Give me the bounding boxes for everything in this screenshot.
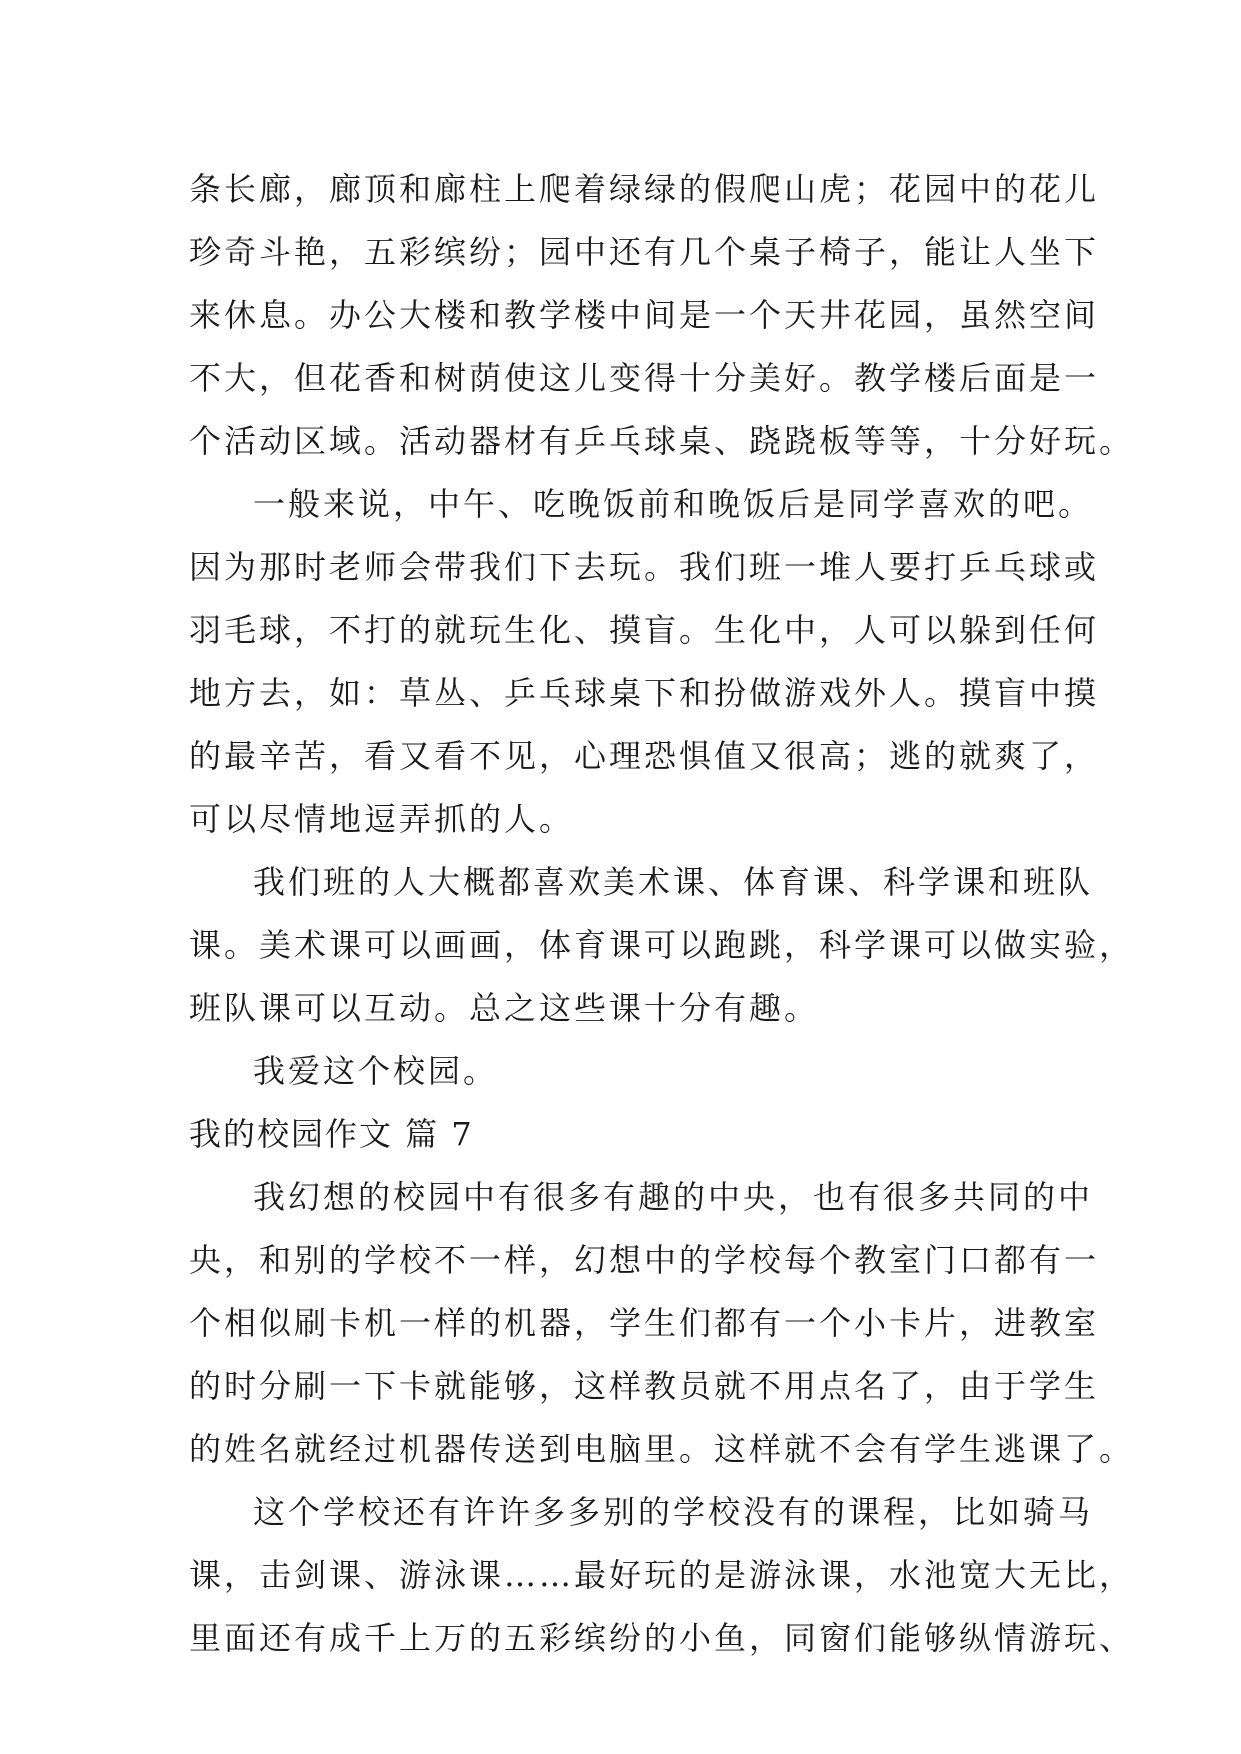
text-line: 个活动区域。活动器材有乒乓球桌、跷跷板等等，十分好玩。 <box>189 422 1135 460</box>
paragraph-first-line: 我爱这个校园。 <box>253 1052 499 1090</box>
text-line: 班队课可以互动。总之这些课十分有趣。 <box>189 989 820 1027</box>
text-line: 条长廊，廊顶和廊柱上爬着绿绿的假爬山虎；花园中的花儿 <box>189 170 1100 208</box>
text-line: 央，和别的学校不一样，幻想中的学校每个教室门口都有一 <box>189 1241 1100 1279</box>
text-line: 的时分刷一下卡就能够，这样教员就不用点名了，由于学生 <box>189 1367 1100 1405</box>
paragraph-first-line: 一般来说，中午、吃晚饭前和晚饭后是同学喜欢的吧。 <box>253 485 1094 523</box>
section-heading: 我的校园作文 篇 7 <box>189 1115 474 1153</box>
paragraph-first-line: 这个学校还有许许多多别的学校没有的课程，比如骑马 <box>253 1493 1094 1531</box>
text-line: 来休息。办公大楼和教学楼中间是一个天井花园，虽然空间 <box>189 296 1100 334</box>
document-body <box>189 158 1135 1670</box>
text-line: 地方去，如：草丛、乒乓球桌下和扮做游戏外人。摸盲中摸 <box>189 674 1100 712</box>
paragraph-first-line: 我们班的人大概都喜欢美术课、体育课、科学课和班队 <box>253 863 1094 901</box>
paragraph-first-line: 我幻想的校园中有很多有趣的中央，也有很多共同的中 <box>253 1178 1094 1216</box>
text-line: 课。美术课可以画画，体育课可以跑跳，科学课可以做实验， <box>189 926 1135 964</box>
text-line: 珍奇斗艳，五彩缤纷；园中还有几个桌子椅子，能让人坐下 <box>189 233 1100 271</box>
text-line: 个相似刷卡机一样的机器，学生们都有一个小卡片，进教室 <box>189 1304 1100 1342</box>
text-line: 羽毛球，不打的就玩生化、摸盲。生化中，人可以躲到任何 <box>189 611 1100 649</box>
text-line: 可以尽情地逗弄抓的人。 <box>189 800 575 838</box>
text-line: 因为那时老师会带我们下去玩。我们班一堆人要打乒乓球或 <box>189 548 1100 586</box>
text-line: 里面还有成千上万的五彩缤纷的小鱼，同窗们能够纵情游玩、 <box>189 1619 1135 1657</box>
text-line: 不大，但花香和树荫使这儿变得十分美好。教学楼后面是一 <box>189 359 1100 397</box>
text-line: 的姓名就经过机器传送到电脑里。这样就不会有学生逃课了。 <box>189 1430 1135 1468</box>
text-line: 课，击剑课、游泳课……最好玩的是游泳课，水池宽大无比， <box>189 1556 1135 1594</box>
text-line: 的最辛苦，看又看不见，心理恐惧值又很高；逃的就爽了， <box>189 737 1100 775</box>
